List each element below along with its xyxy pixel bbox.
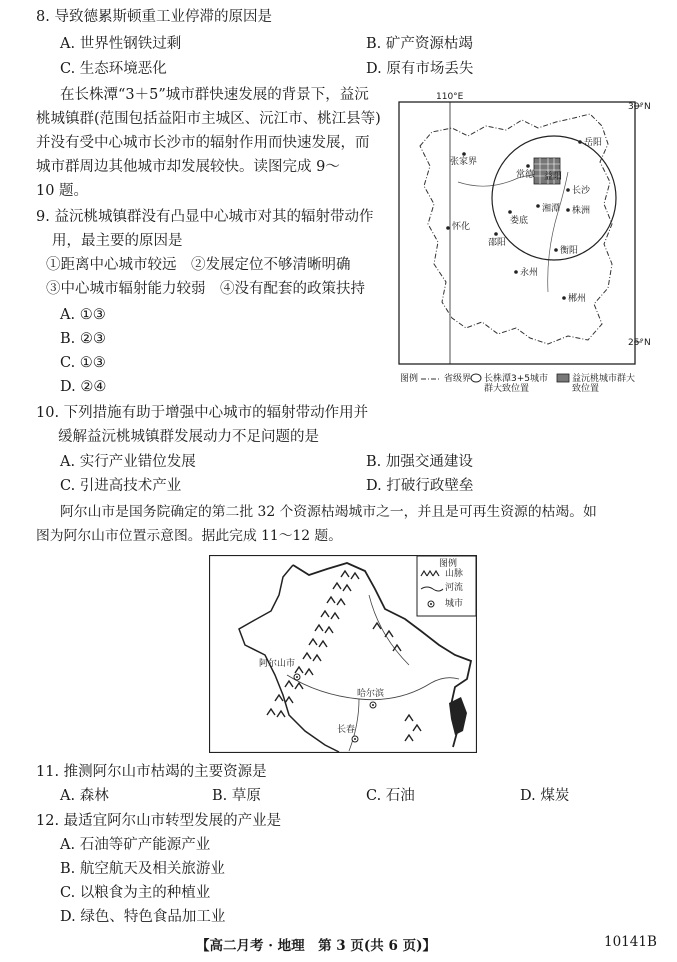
q10-option-c: C. 引进高技术产业 <box>60 478 182 494</box>
q9-option-c: C. ①③ <box>60 355 106 371</box>
arxan-map-svg <box>209 555 477 753</box>
q11-option-c: C. 石油 <box>366 788 415 804</box>
map1-city: 岳阳 <box>584 138 603 148</box>
q12-stem: 12. 最适宜阿尔山市转型发展的产业是 <box>36 813 282 829</box>
passage1-line2: 桃城镇群(范围包括益阳市主城区、沅江市、桃江县等) <box>36 111 381 127</box>
q8-option-c: C. 生态环境恶化 <box>60 61 167 77</box>
q11-option-a: A. 森林 <box>60 788 109 804</box>
boundary-legend-icon <box>420 375 442 383</box>
map1-city: 衡阳 <box>560 246 579 256</box>
map1-lat-bottom: 25°N <box>628 338 651 348</box>
q10-stem-line2: 缓解益沅桃城镇群发展动力不足问题的是 <box>58 429 319 445</box>
map1-legend-label: 图例 <box>400 374 419 384</box>
hatch-legend-icon <box>556 373 570 383</box>
map1-city: 永州 <box>520 268 539 278</box>
circle-legend-icon <box>470 373 482 383</box>
map1-lat-top: 30°N <box>628 102 651 112</box>
q9-option-d: D. ②④ <box>60 379 107 395</box>
map2-city-changchun: 长春 <box>337 725 356 735</box>
q9-statements-1: ①距离中心城市较远 ②发展定位不够清晰明确 <box>46 257 351 273</box>
q12-option-b: B. 航空航天及相关旅游业 <box>60 861 225 877</box>
q12-option-d: D. 绿色、特色食品加工业 <box>60 909 226 925</box>
map1-city: 张家界 <box>450 157 478 167</box>
map1-city: 益阳 <box>544 172 563 182</box>
hunan-map <box>398 92 650 410</box>
q8-stem: 8. 导致德累斯顿重工业停滞的原因是 <box>36 9 272 25</box>
passage1-line4: 城市群周边其他城市却发展较快。读图完成 9～ <box>36 159 340 175</box>
q11-option-b: B. 草原 <box>212 788 261 804</box>
page-footer: 【高二月考 · 地理 第 3 页(共 6 页)】 <box>196 938 436 954</box>
map2-city-harbin: 哈尔滨 <box>357 689 385 699</box>
q10-stem-line1: 10. 下列措施有助于增强中心城市的辐射带动作用并 <box>36 405 369 421</box>
map1-city: 怀化 <box>452 222 471 232</box>
map2-city-arxan: 阿尔山市 <box>259 659 296 669</box>
q10-option-a: A. 实行产业错位发展 <box>60 454 196 470</box>
q11-stem: 11. 推测阿尔山市枯竭的主要资源是 <box>36 764 267 780</box>
passage1-line3: 并没有受中心城市长沙市的辐射作用而快速发展，而 <box>36 135 370 151</box>
q10-option-b: B. 加强交通建设 <box>366 454 473 470</box>
passage2-line1: 阿尔山市是国务院确定的第二批 32 个资源枯竭城市之一，并且是可再生资源的枯竭。如 <box>60 504 597 520</box>
q9-stem-line1: 9. 益沅桃城镇群没有凸显中心城市对其的辐射带动作 <box>36 209 374 225</box>
q10-option-d: D. 打破行政壁垒 <box>366 478 474 494</box>
q9-statements-2: ③中心城市辐射能力较弱 ④没有配套的政策扶持 <box>46 281 365 297</box>
map2-legend-title: 图例 <box>439 559 458 569</box>
map1-city: 湘潭 <box>542 204 561 214</box>
map1-city: 娄底 <box>510 216 529 226</box>
map2-legend-city: 城市 <box>445 599 464 609</box>
map1-legend-hatch: 益沅桃城市群大致位置 <box>572 374 636 394</box>
map1-city: 株洲 <box>572 206 591 216</box>
map1-city: 邵阳 <box>488 238 507 248</box>
map1-legend-circle: 长株潭3+5城市群大致位置 <box>484 374 548 394</box>
q12-option-c: C. 以粮食为主的种植业 <box>60 885 211 901</box>
map1-city: 郴州 <box>568 294 587 304</box>
passage2-line2: 图为阿尔山市位置示意图。据此完成 11～12 题。 <box>36 528 343 544</box>
q8-option-a: A. 世界性钢铁过剩 <box>60 36 182 52</box>
map2-legend-river: 河流 <box>445 583 464 593</box>
q9-option-a: A. ①③ <box>60 307 106 323</box>
map2-legend-mountain: 山脉 <box>445 569 464 579</box>
q12-option-a: A. 石油等矿产能源产业 <box>60 837 211 853</box>
hunan-map-svg <box>398 92 650 410</box>
exam-code: 10141B <box>604 934 657 950</box>
map1-city: 常德 <box>516 170 535 180</box>
passage1-line5: 10 题。 <box>36 183 89 199</box>
passage1-line1: 在长株潭“3＋5”城市群快速发展的背景下，益沅 <box>60 87 369 103</box>
map1-legend-boundary: 省级界 <box>444 374 472 384</box>
q11-option-d: D. 煤炭 <box>520 788 570 804</box>
map1-city: 长沙 <box>572 186 591 196</box>
q9-stem-line2: 用，最主要的原因是 <box>52 233 183 249</box>
q8-option-d: D. 原有市场丢失 <box>366 61 474 77</box>
q9-option-b: B. ②③ <box>60 331 106 347</box>
map1-lon-label: 110°E <box>436 92 464 102</box>
q8-option-b: B. 矿产资源枯竭 <box>366 36 473 52</box>
arxan-map <box>209 555 477 753</box>
